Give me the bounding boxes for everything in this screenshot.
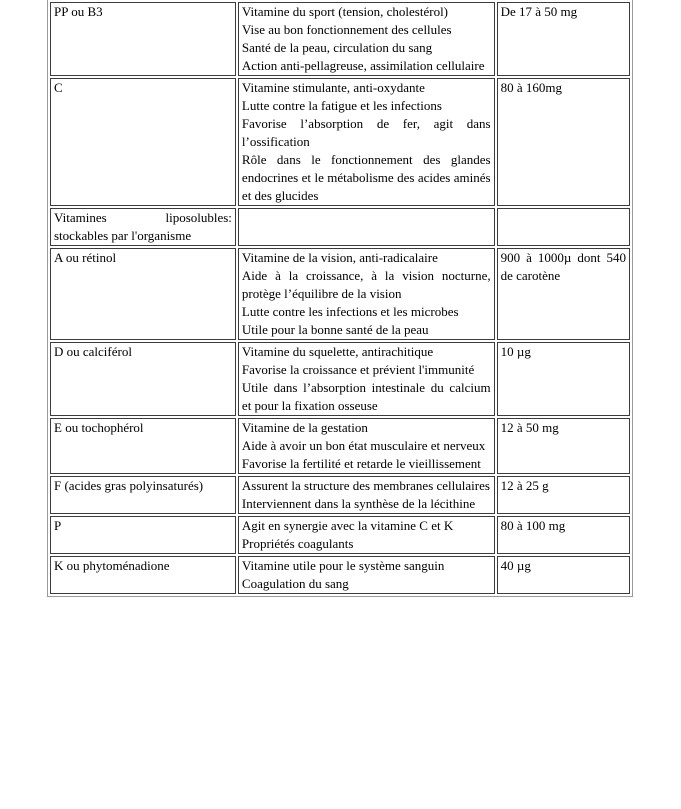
vitamin-name-cell: P [50,516,236,554]
vitamin-dose-cell: 40 µg [497,556,630,594]
table-row [50,2,630,76]
role-line: Vitamine du squelette, antirachitique [241,344,434,359]
table-row [50,476,630,514]
role-line: Favorise l’absorption de fer, agit dans l’ossification [241,116,491,149]
role-line: Assurent la structure des membranes cellulaires [241,478,490,493]
vitamin-name-cell: K ou phytoménadione [50,556,236,594]
role-line: Santé de la peau, circulation du sang [241,40,433,55]
role-line: Utile pour la bonne santé de la peau [241,322,429,337]
vitamin-name-cell: D ou calciférol [50,342,236,416]
vitamin-roles-cell [238,248,495,340]
vitamin-roles-cell [238,418,495,474]
vitamin-name-cell: C [50,78,236,206]
vitamin-roles-cell [238,78,495,206]
table-row [50,516,630,554]
table-row [50,556,630,594]
role-line: Vitamine du sport (tension, cholestérol) [241,4,449,19]
role-line: Lutte contre les infections et les microbes [241,304,459,319]
vitamin-dose-cell: 12 à 25 g [497,476,630,514]
table-row [50,78,630,206]
role-line: Utile dans l’absorption intestinale du calcium et pour la fixation osseuse [241,380,491,413]
empty-cell [497,208,630,246]
vitamin-name-cell: F (acides gras polyinsaturés) [50,476,236,514]
vitamin-roles-cell [238,556,495,594]
vitamin-name-cell: E ou tochophérol [50,418,236,474]
role-line: Lutte contre la fatigue et les infections [241,98,442,113]
role-line: Favorise la fertilité et retarde le vieillissement [241,456,481,471]
vitamin-dose-cell: 10 µg [497,342,630,416]
vitamin-dose-cell: De 17 à 50 mg [497,2,630,76]
vitamin-table-container [47,0,633,597]
role-line: Aide à avoir un bon état musculaire et nerveux [241,438,486,453]
role-line: Vise au bon fonctionnement des cellules [241,22,452,37]
vitamin-roles-cell [238,476,495,514]
vitamin-table [47,0,633,597]
role-line: Coagulation du sang [241,576,349,591]
role-line: Propriétés coagulants [241,536,354,551]
vitamin-table-body [50,2,630,594]
vitamin-roles-cell [238,342,495,416]
vitamin-dose-cell: 900 à 1000µ dont 540 de carotène [497,248,630,340]
table-row [50,418,630,474]
table-row [50,248,630,340]
table-row [50,208,630,246]
role-line: Vitamine de la vision, anti-radicalaire [241,250,438,265]
vitamin-name-cell: PP ou B3 [50,2,236,76]
vitamin-name-cell: A ou rétinol [50,248,236,340]
role-line: Favorise la croissance et prévient l'immunité [241,362,475,377]
vitamin-roles-cell [238,2,495,76]
role-line: Vitamine de la gestation [241,420,368,435]
role-line: Vitamine stimulante, anti-oxydante [241,80,425,95]
vitamin-dose-cell: 12 à 50 mg [497,418,630,474]
vitamin-roles-cell [238,516,495,554]
vitamin-dose-cell: 80 à 160mg [497,78,630,206]
role-line: Vitamine utile pour le système sanguin [241,558,445,573]
role-line: Action anti-pellagreuse, assimilation cellulaire [241,58,485,73]
vitamin-dose-cell: 80 à 100 mg [497,516,630,554]
role-line: Agit en synergie avec la vitamine C et K [241,518,454,533]
table-row [50,342,630,416]
section-heading-cell: Vitamines liposolubles: stockables par l'organisme [50,208,236,246]
empty-cell [238,208,495,246]
role-line: Aide à la croissance, à la vision nocturne, protège l’équilibre de la vision [241,268,491,301]
role-line: Rôle dans le fonctionnement des glandes endocrines et le métabolisme des acides aminés et des glucides [241,152,491,203]
role-line: Interviennent dans la synthèse de la lécithine [241,496,476,511]
